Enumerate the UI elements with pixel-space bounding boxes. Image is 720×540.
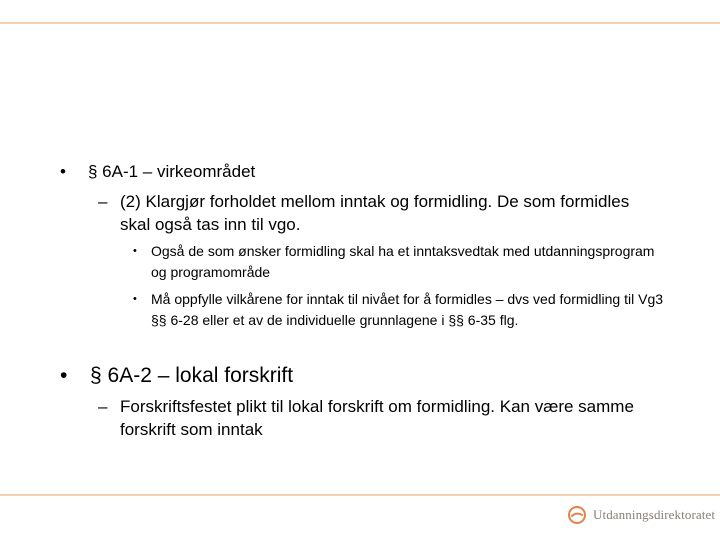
bullet-item-level2 [98,395,678,441]
utdanningsdirektoratet-logo-icon [567,505,587,525]
bullet-item-level1 [60,161,700,183]
bullet-dash: – [98,397,108,416]
bullet-dash: – [98,192,108,211]
item-text: Også de som ønsker formidling skal ha et inntaksvedtak med utdanningsprogram og programområde [151,243,655,280]
bullet-dot: • [60,364,68,387]
item-text: (2) Klargjør forholdet mellom inntak og formidling. De som formidles skal også tas inn til vgo. [120,192,630,234]
footer-logo [567,505,715,525]
bullet-item-level3 [133,241,673,283]
bullet-dot-small: • [133,245,137,257]
bullet-item-level2 [98,190,658,236]
item-text: Må oppfylle vilkårene for inntak til nivået for å formidles – dvs ved formidling til Vg3 §§ 6-28 eller et av de individuelle grunnlagene i §§ 6-35 flg. [151,291,664,328]
item-text: § 6A-2 – lokal forskrift [90,364,294,387]
bullet-item-level1 [60,363,700,389]
bullet-item-level3 [133,289,663,331]
item-text: § 6A-1 – virkeområdet [88,162,256,181]
item-text: Forskriftsfestet plikt til lokal forskrift om formidling. Kan være samme forskrift som inntak [120,397,634,439]
logo-text: Utdanningsdirektoratet [593,507,716,522]
bullet-dot-small: • [133,293,137,305]
bullet-dot: • [60,162,66,181]
